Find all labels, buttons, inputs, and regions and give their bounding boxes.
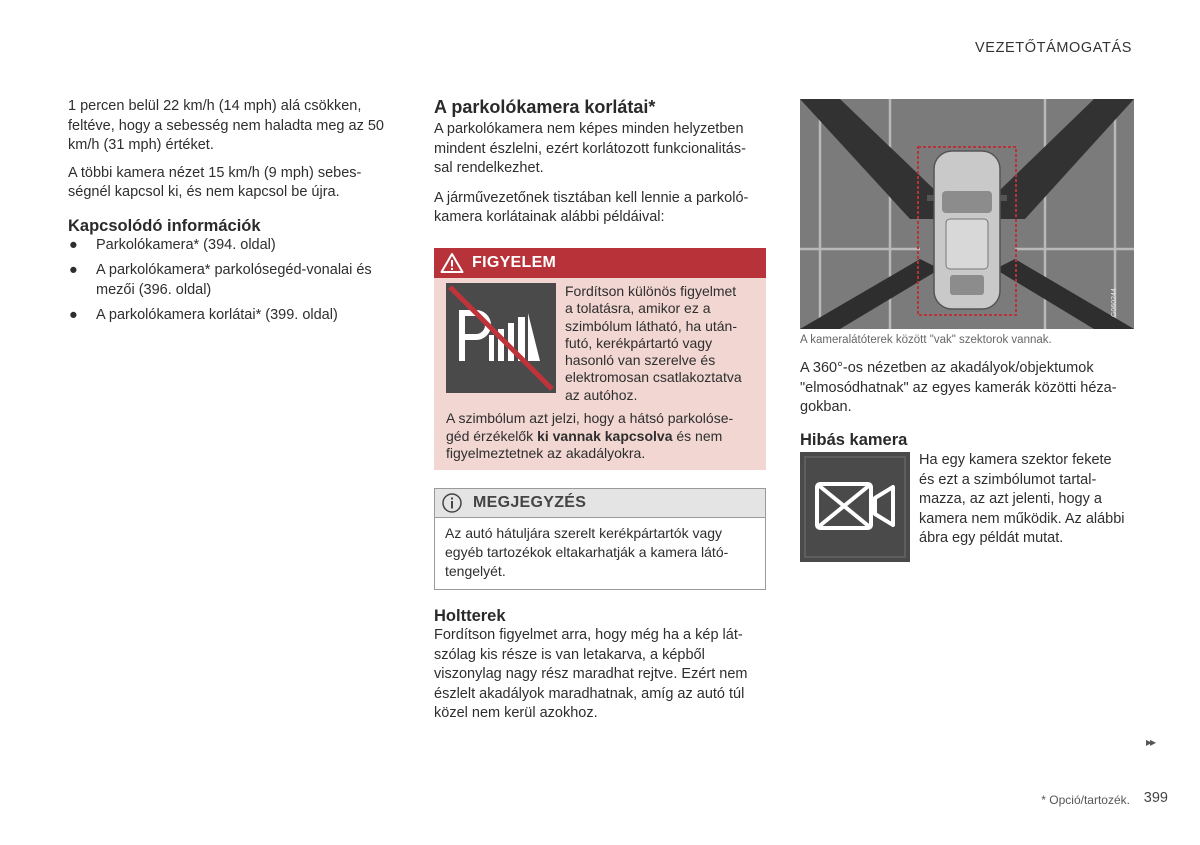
view-paragraph: A 360°-os nézetben az akadályok/objektumok "elmosódhatnak" az egyes kamerák közötti héza- gokban. [800, 360, 1117, 415]
option-footnote: * Opció/tartozék. [1041, 793, 1130, 807]
related-info-list [68, 236, 386, 326]
list-item: ● A parkolókamera korlátai* (399. oldal) [68, 306, 386, 326]
bullet-icon: ● [69, 307, 78, 323]
warning-label: FIGYELEM [472, 254, 557, 271]
warning-box [434, 248, 766, 470]
camera-fault-icon [800, 452, 910, 562]
warning-header [434, 248, 766, 278]
list-item: ● A parkolókamera* parkolósegéd-vonalai és mezői (396. oldal) [69, 262, 372, 298]
parking-sensors-off-icon [446, 283, 556, 393]
list-item: ● Parkolókamera* (394. oldal) [68, 236, 386, 256]
continue-arrows-icon: ▸▸ [1146, 735, 1155, 749]
driver-paragraph: A járművezetőnek tisztában kell lennie a parkoló- kamera korlátainak alábbi példáival: [434, 189, 749, 225]
warning-text: Fordítson különös figyelmet a tolatásra, amikor ez a szimbólum látható, ha után- futó, kerékpártartó vagy hasonló van szerelve és elektromosan csatlakoztatva az autóhoz. [565, 283, 742, 403]
warning-symbol-explanation: A szimbólum azt jelzi, hogy a hátsó parkolóse- géd érzékelők ki vannak kapcsolva és nem figyelmeztetnek az akadályokra. [446, 410, 734, 461]
image-caption: A kameralátóterek között "vak" szektorok vannak. [800, 334, 1052, 346]
bullet-icon: ● [69, 262, 78, 278]
page-title: A parkolókamera korlátai* [434, 97, 656, 117]
warning-triangle-icon [440, 252, 464, 274]
blind-spots-title: Holtterek [434, 607, 506, 625]
section-header: VEZETŐTÁMOGATÁS [975, 40, 1132, 56]
note-text: Az autó hátuljára szerelt kerékpártartók vagy egyéb tartozékok eltakarhatják a kamera látó- tengelyét. [445, 525, 729, 579]
paragraph-other-views: A többi kamera nézet 15 km/h (9 mph) sebes- ségnél kapcsol ki, és nem kapcsol be újra. [68, 164, 362, 200]
camera-top-view-image [800, 99, 1134, 329]
faulty-camera-text: Ha egy kamera szektor fekete és ezt a szimbólumot tartal- mazza, az azt jelenti, hogy a kamera nem működik. Az alábbi ábra egy példát mutat. [919, 452, 1125, 546]
column-2 [434, 96, 768, 228]
page-number: 399 [1143, 790, 1168, 806]
image-code: G060244 [1111, 288, 1118, 317]
note-label: MEGJEGYZÉS [473, 494, 587, 511]
note-header [435, 489, 765, 518]
related-info-title: Kapcsolódó információk [68, 216, 261, 235]
paragraph-speed-threshold: 1 percen belül 22 km/h (14 mph) alá csökken, feltéve, hogy a sebesség nem haladta meg az 50 km/h (31 mph) értéket. [68, 98, 384, 153]
faulty-camera-title: Hibás kamera [800, 431, 908, 449]
blind-spots-section [434, 606, 768, 724]
car-top-view-illustration [800, 99, 1134, 329]
note-box [434, 488, 766, 590]
blind-spots-text: Fordítson figyelmet arra, hogy még ha a kép lát- szólag kis része is van letakarva, a képből viszonylag nagy rész maradhat rejtve. Ezért nem észlelt akadályok maradhatnak, amíg az autó túl közel nem kerül azokhoz. [434, 627, 748, 721]
intro-paragraph: A parkolókamera nem képes minden helyzetben mindent észlelni, ezért korlátozott funkcionalitás- sal rendelkezhet. [434, 121, 746, 176]
info-icon [441, 492, 463, 514]
column-1 [68, 97, 386, 332]
bullet-icon: ● [69, 236, 78, 253]
